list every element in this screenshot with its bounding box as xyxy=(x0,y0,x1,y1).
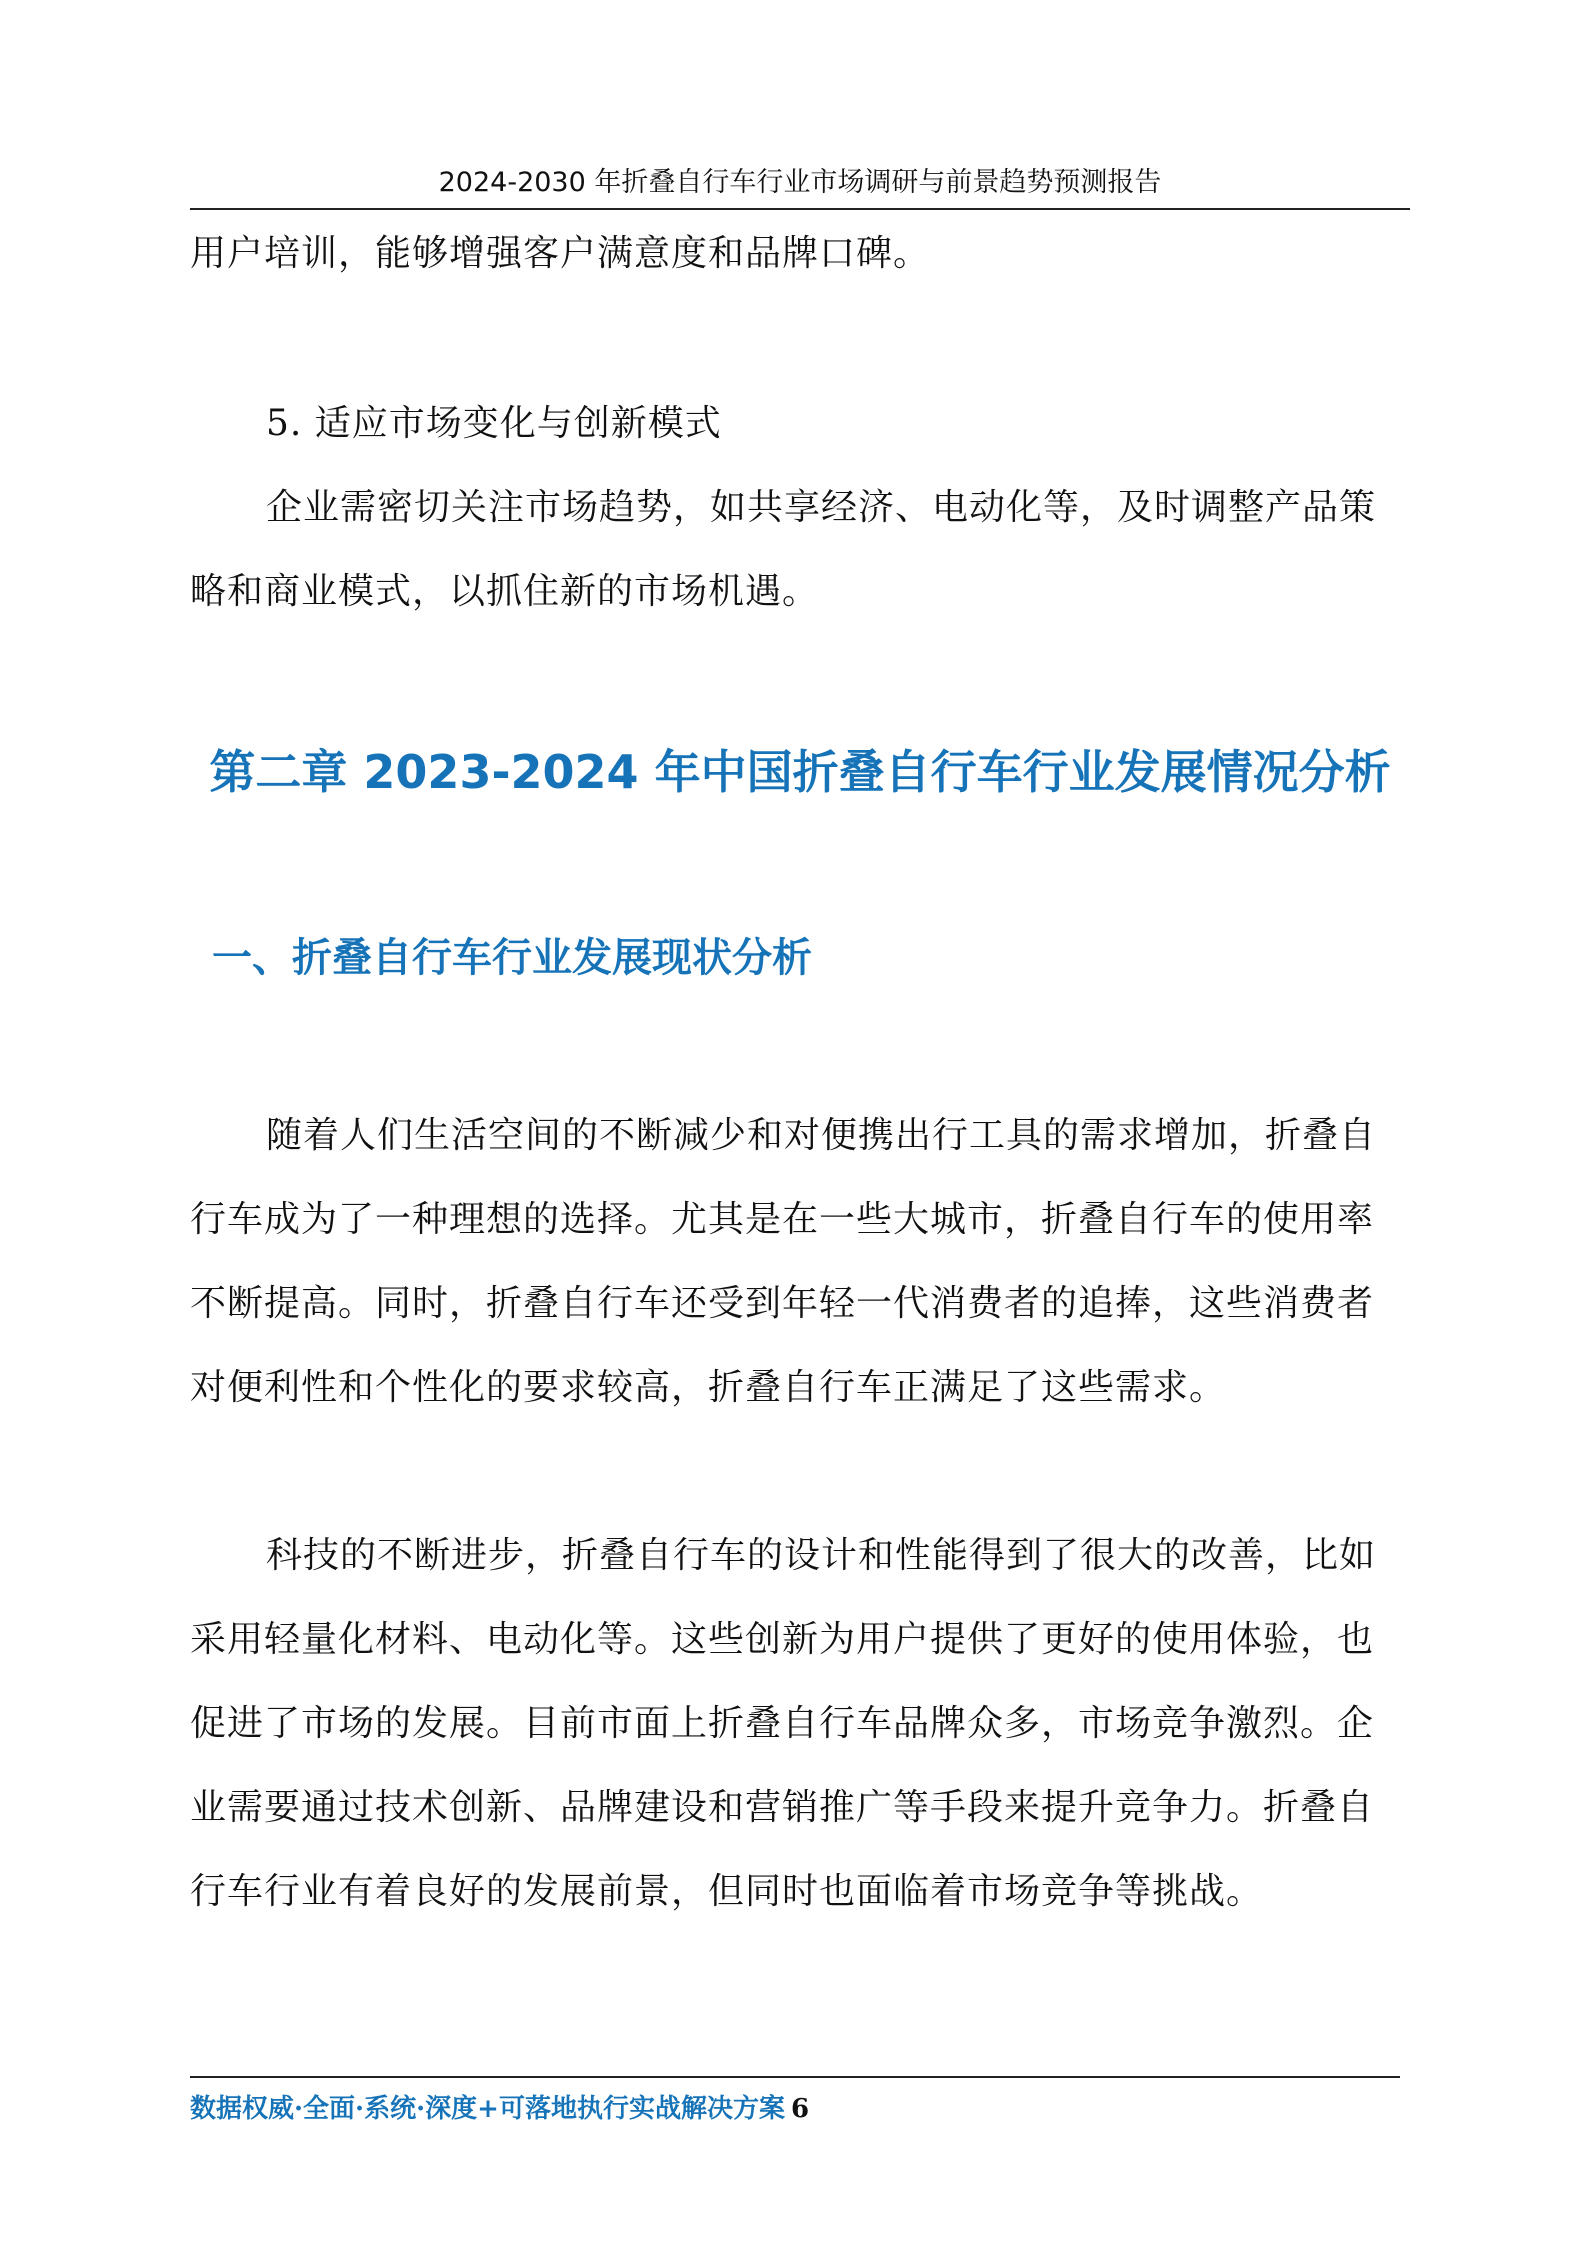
page-number: 6 xyxy=(790,2094,810,2124)
list-item-5-title: 5. 适应市场变化与创新模式 xyxy=(266,403,722,444)
chapter-title: 第二章 2023-2024 年中国折叠自行车行业发展情况分析 xyxy=(209,745,1391,799)
paragraph-market-adaptation: 企业需密切关注市场趋势，如共享经济、电动化等，及时调整产品策略和商业模式，以抓住新的市场机遇。 xyxy=(190,487,1377,612)
footer-divider xyxy=(190,2076,1400,2078)
report-header-title: 2024-2030 年折叠自行车行业市场调研与前景趋势预测报告 xyxy=(438,167,1162,198)
paragraph-user-training: 用户培训，能够增强客户满意度和品牌口碑。 xyxy=(190,233,931,274)
paragraph-development-status: 随着人们生活空间的不断减少和对便携出行工具的需求增加，折叠自行车成为了一种理想的选择。尤其是在一些大城市，折叠自行车的使用率不断提高。同时，折叠自行车还受到年轻一代消费者的追捧，这些消费者对便利性和个性化的要求较高，折叠自行车正满足了这些需求。 xyxy=(190,1115,1377,1408)
paragraph-technology-progress: 科技的不断进步，折叠自行车的设计和性能得到了很大的改善，比如采用轻量化材料、电动化等。这些创新为用户提供了更好的使用体验，也促进了市场的发展。目前市面上折叠自行车品牌众多，市场竞争激烈。企业需要通过技术创新、品牌建设和营销推广等手段来提升竞争力。折叠自行车行业有着良好的发展前景，但同时也面临着市场竞争等挑战。 xyxy=(190,1535,1377,1912)
header-divider xyxy=(190,208,1410,210)
footer xyxy=(190,2092,809,2126)
section-title: 一、折叠自行车行业发展现状分析 xyxy=(212,935,812,981)
footer-slogan: 数据权威·全面·系统·深度+可落地执行实战解决方案 xyxy=(190,2094,785,2124)
